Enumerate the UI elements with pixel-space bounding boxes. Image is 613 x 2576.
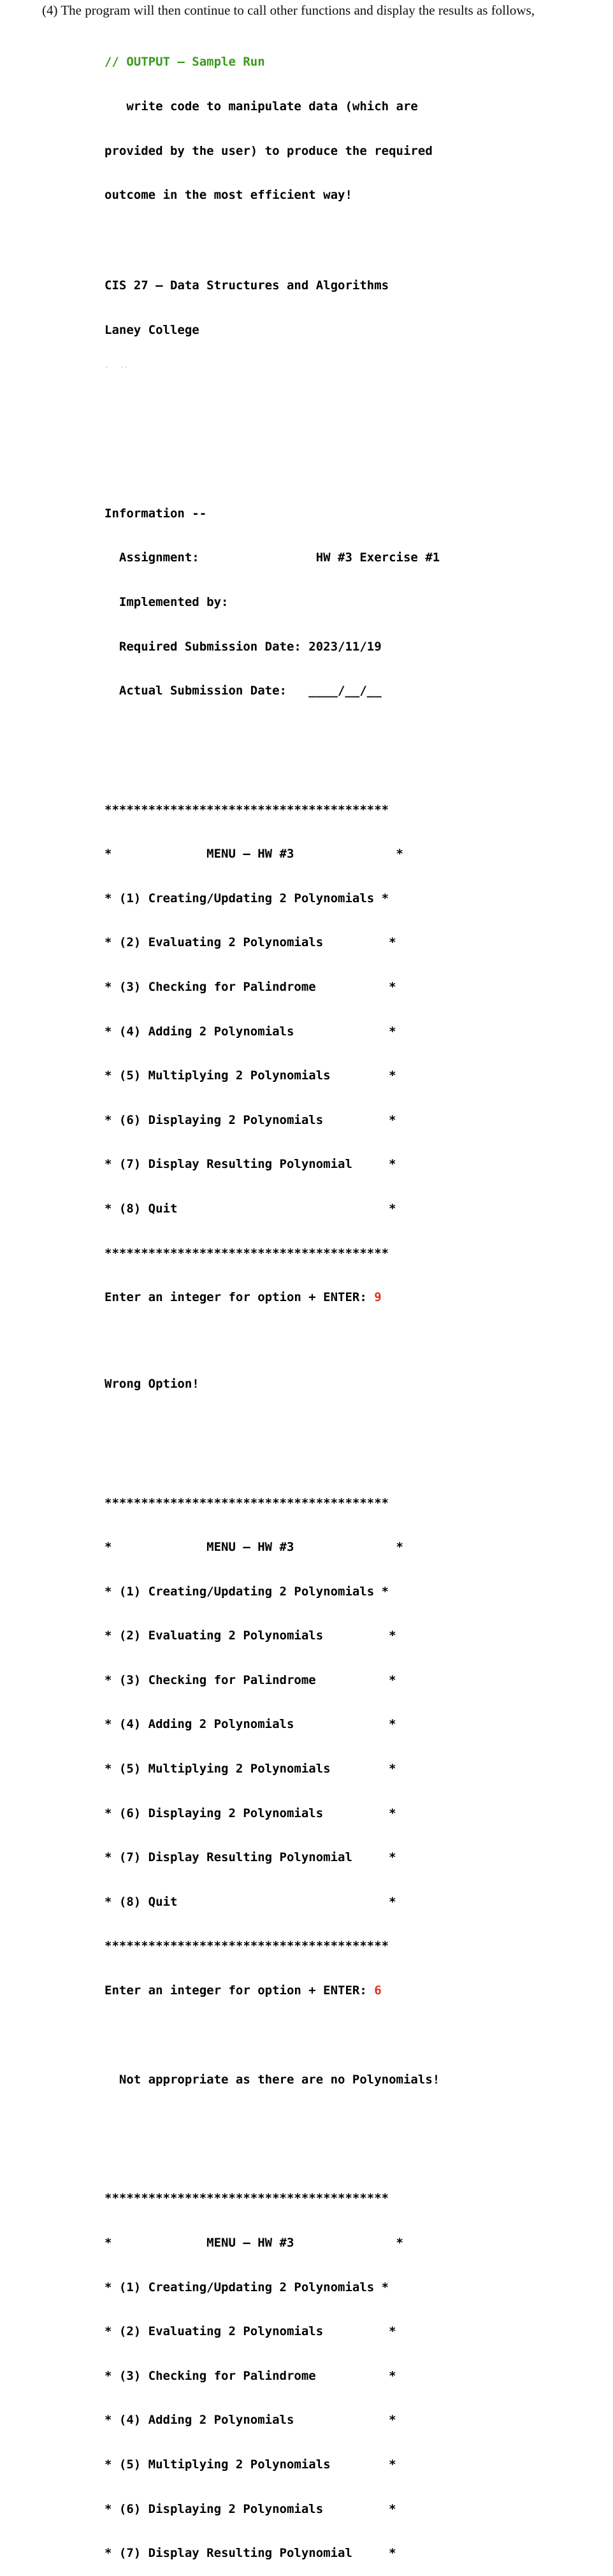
- menu-item-1: * (1) Creating/Updating 2 Polynomials *: [105, 1584, 389, 1599]
- menu-item-4: * (4) Adding 2 Polynomials *: [105, 2413, 396, 2428]
- menu-item-8: * (8) Quit *: [105, 1201, 396, 1216]
- menu-item-7: * (7) Display Resulting Polynomial *: [105, 2546, 396, 2561]
- output-comment: // OUTPUT – Sample Run: [105, 55, 265, 69]
- menu-item-6: * (6) Displaying 2 Polynomials *: [105, 2501, 396, 2516]
- description-line-1: write code to manipulate data (which are: [105, 99, 418, 113]
- menu-item-8: * (8) Quit *: [105, 1894, 396, 1909]
- option-prompt: [105, 1983, 440, 1998]
- menu-border-bottom: ***************************************: [105, 1939, 389, 1954]
- menu-border-top: ***************************************: [105, 1495, 389, 1510]
- info-implemented-by: Implemented by:: [105, 594, 229, 609]
- menu-border-top: ***************************************: [105, 2191, 389, 2206]
- menu-item-6: * (6) Displaying 2 Polynomials *: [105, 1112, 396, 1127]
- menu-item-3: * (3) Checking for Palindrome *: [105, 979, 396, 994]
- description-line-3: outcome in the most efficient way!: [105, 188, 352, 203]
- menu-border-top: ***************************************: [105, 802, 389, 817]
- menu-title: * MENU – HW #3 *: [105, 2236, 403, 2250]
- menu-item-2: * (2) Evaluating 2 Polynomials *: [105, 935, 396, 950]
- menu-border-bottom: ***************************************: [105, 1246, 389, 1260]
- option-prompt: [105, 1290, 440, 1305]
- menu-item-1: * (1) Creating/Updating 2 Polynomials *: [105, 2280, 389, 2294]
- prompt-text: Enter an integer for option + ENTER:: [105, 1290, 375, 1305]
- menu-title: * MENU – HW #3 *: [105, 847, 403, 861]
- menu-item-5: * (5) Multiplying 2 Polynomials *: [105, 2457, 396, 2472]
- spacer: [105, 403, 440, 420]
- info-required-date: Required Submission Date: 2023/11/19: [105, 639, 382, 654]
- college-name: Laney College: [105, 322, 199, 337]
- spacer: [105, 233, 440, 249]
- spacer: [105, 2117, 440, 2133]
- response-message: Not appropriate as there are no Polynomials!: [105, 2073, 440, 2087]
- description-line-2: provided by the user) to produce the required: [105, 143, 433, 158]
- menu-item-3: * (3) Checking for Palindrome *: [105, 1673, 396, 1687]
- response-message: Wrong Option!: [105, 1377, 199, 1392]
- prompt-text: Enter an integer for option + ENTER:: [105, 1983, 375, 1998]
- info-assignment: Assignment: HW #3 Exercise #1: [105, 550, 440, 565]
- spacer: [105, 728, 440, 744]
- info-title: Information --: [105, 506, 207, 521]
- menu-item-7: * (7) Display Resulting Polynomial *: [105, 1850, 396, 1865]
- menu-item-1: * (1) Creating/Updating 2 Polynomials *: [105, 891, 389, 905]
- user-input-value: 9: [374, 1290, 382, 1305]
- menu-item-5: * (5) Multiplying 2 Polynomials *: [105, 1762, 396, 1776]
- menu-item-5: * (5) Multiplying 2 Polynomials *: [105, 1069, 396, 1083]
- menu-item-4: * (4) Adding 2 Polynomials *: [105, 1717, 396, 1732]
- menu-item-2: * (2) Evaluating 2 Polynomials *: [105, 1629, 396, 1643]
- menu-item-3: * (3) Checking for Palindrome *: [105, 2368, 396, 2383]
- course-title: CIS 27 – Data Structures and Algorithms: [105, 278, 389, 293]
- spacer: [105, 1335, 440, 1348]
- menu-item-6: * (6) Displaying 2 Polynomials *: [105, 1806, 396, 1820]
- sample-run-output: [105, 25, 440, 2576]
- spacer: [105, 1421, 440, 1437]
- menu-item-7: * (7) Display Resulting Polynomial *: [105, 1157, 396, 1172]
- info-actual-date: Actual Submission Date: ____/__/__: [105, 684, 382, 698]
- user-input-value: 6: [374, 1983, 382, 1998]
- menu-title: * MENU – HW #3 *: [105, 1540, 403, 1555]
- intro-text: (4) The program will then continue to call other functions and display the results as follows,: [42, 3, 535, 18]
- menu-item-2: * (2) Evaluating 2 Polynomials *: [105, 2324, 396, 2339]
- menu-item-4: * (4) Adding 2 Polynomials *: [105, 1024, 396, 1039]
- spacer: [105, 2028, 440, 2043]
- faint-artifact: ˝ ˝˝: [105, 366, 128, 374]
- spacer: [105, 449, 440, 462]
